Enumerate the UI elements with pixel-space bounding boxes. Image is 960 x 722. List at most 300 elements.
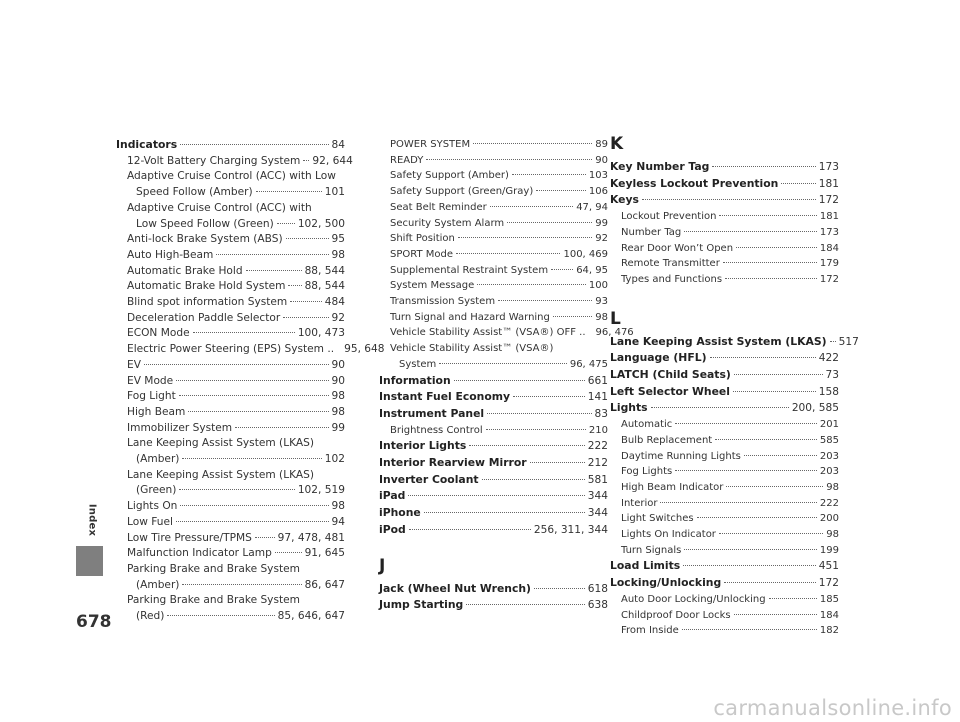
dot-leader [734, 374, 823, 375]
index-term: Jack (Wheel Nut Wrench) [379, 581, 531, 595]
page-reference[interactable]: 93 [595, 296, 608, 308]
page-reference[interactable]: 90 [331, 374, 345, 387]
index-subentry[interactable] [379, 278, 608, 294]
dot-leader [458, 237, 592, 238]
index-term: (Red) [136, 610, 165, 623]
index-term: Rear Door Won’t Open [621, 242, 734, 254]
index-term: Lights [610, 401, 648, 415]
dot-leader [551, 269, 573, 270]
page-reference[interactable]: 210 [588, 424, 608, 436]
page-reference[interactable]: 100, 473 [297, 327, 345, 340]
index-subentry[interactable] [379, 137, 608, 153]
section-letter: J [379, 555, 386, 576]
dot-leader [176, 380, 328, 381]
index-entry[interactable] [379, 406, 608, 423]
index-term: Turn Signals [621, 544, 682, 556]
index-subentry-heading: Adaptive Cruise Control (ACC) with Low [127, 170, 336, 183]
dot-leader [277, 223, 295, 224]
index-entry[interactable] [610, 192, 839, 209]
index-term: Fog Lights [621, 466, 673, 478]
index-entry[interactable] [379, 488, 608, 505]
index-column-3 [610, 133, 859, 639]
dot-leader [536, 190, 586, 191]
side-label: Index [86, 503, 98, 537]
dot-leader [288, 285, 301, 286]
page-reference[interactable]: 94 [331, 515, 345, 528]
page-reference[interactable]: 517 [838, 335, 859, 348]
page-reference[interactable]: 97, 478, 481 [277, 531, 345, 544]
index-entry[interactable] [610, 400, 839, 417]
index-subentry[interactable] [610, 511, 839, 527]
watermark: carmanualsonline.info [713, 696, 952, 720]
index-term: High Beam [127, 405, 186, 418]
dot-leader [725, 278, 817, 279]
index-term: Types and Functions [621, 273, 723, 285]
index-subentry[interactable] [116, 609, 345, 625]
index-term: Locking/Unlocking [610, 576, 722, 590]
page-reference[interactable]: 100 [588, 280, 608, 292]
dot-leader [530, 462, 585, 463]
page-reference[interactable]: 83 [594, 407, 608, 420]
dot-leader [487, 413, 591, 414]
page-reference[interactable]: 91, 645 [304, 547, 345, 560]
dot-leader [675, 423, 817, 424]
page-reference[interactable]: 344 [587, 490, 608, 503]
index-subentry[interactable] [379, 310, 608, 326]
page-reference[interactable]: 173 [819, 226, 839, 238]
dot-leader [781, 183, 815, 184]
page-reference[interactable]: 638 [587, 599, 608, 612]
page-reference[interactable]: 47, 94 [576, 201, 608, 213]
index-subentry-heading: Lane Keeping Assist System (LKAS) [127, 468, 314, 481]
index-subentry[interactable] [116, 185, 345, 201]
dot-leader [512, 174, 586, 175]
dot-leader [456, 253, 560, 254]
index-subentry[interactable] [610, 543, 839, 559]
page-reference[interactable]: 96, 475 [569, 358, 608, 370]
dot-leader [303, 160, 309, 161]
dot-leader [710, 357, 816, 358]
index-subentry[interactable] [379, 263, 608, 279]
page-reference[interactable]: 141 [587, 391, 608, 404]
page-reference[interactable]: 222 [819, 497, 839, 509]
dot-leader [454, 380, 585, 381]
index-term: iPod [379, 522, 406, 536]
index-subentry[interactable] [116, 546, 345, 562]
index-entry[interactable] [610, 350, 839, 367]
index-subentry[interactable] [379, 357, 608, 373]
index-subentry[interactable] [379, 184, 608, 200]
page-reference[interactable]: 184 [819, 609, 839, 621]
index-entry[interactable] [610, 384, 839, 401]
index-term: EV [127, 358, 141, 371]
index-entry[interactable] [379, 472, 608, 489]
page-reference[interactable]: 95 [331, 233, 345, 246]
dot-leader [180, 144, 328, 145]
index-subentry[interactable] [379, 294, 608, 310]
index-term: Malfunction Indicator Lamp [127, 547, 272, 560]
dot-leader [675, 470, 817, 471]
dot-leader [439, 363, 567, 364]
page-reference[interactable]: 99 [331, 421, 345, 434]
index-subentry[interactable] [379, 423, 608, 439]
page-reference[interactable]: 92 [331, 311, 345, 324]
page-reference[interactable]: 88, 544 [304, 280, 345, 293]
index-subentry[interactable] [116, 311, 345, 327]
page-reference[interactable]: 484 [324, 296, 345, 309]
dot-leader [466, 604, 584, 605]
index-term: (Amber) [136, 453, 180, 466]
index-subentry[interactable] [610, 256, 839, 272]
index-term: Left Selector Wheel [610, 384, 730, 398]
dot-leader [179, 395, 329, 396]
index-subentry[interactable] [610, 623, 839, 639]
index-term: Fog Light [127, 390, 176, 403]
page-reference[interactable]: 102 [324, 453, 345, 466]
index-subentry[interactable] [610, 241, 839, 257]
section-gap [379, 539, 608, 555]
index-term: Interior [621, 497, 658, 509]
dot-leader [256, 191, 322, 192]
index-subentry[interactable] [116, 578, 345, 594]
index-subentry[interactable] [116, 264, 345, 280]
index-entry[interactable] [610, 176, 839, 193]
dot-leader [682, 629, 817, 630]
dot-leader [651, 407, 789, 408]
index-subentry[interactable] [379, 325, 634, 341]
index-subentry[interactable] [379, 231, 608, 247]
page-reference[interactable]: 256, 311, 344 [533, 523, 608, 536]
page-reference[interactable]: 84 [331, 139, 345, 151]
index-subentry[interactable] [379, 216, 608, 232]
index-entry[interactable] [379, 581, 608, 598]
page-reference[interactable]: 185 [819, 593, 839, 605]
index-subentry[interactable] [379, 247, 608, 263]
index-subentry[interactable] [116, 374, 345, 390]
index-entry[interactable] [379, 455, 608, 472]
dot-leader [660, 502, 816, 503]
dot-leader [490, 206, 573, 207]
dot-leader [733, 391, 816, 392]
dot-leader [830, 341, 836, 342]
index-term: Seat Belt Reminder [390, 201, 487, 213]
index-subentry[interactable] [610, 592, 839, 608]
page-reference[interactable]: 200 [819, 513, 839, 525]
index-term: 12-Volt Battery Charging System [127, 154, 301, 167]
page-reference[interactable]: 618 [587, 582, 608, 595]
index-subentry[interactable] [610, 496, 839, 512]
dot-leader [176, 521, 329, 522]
index-term: Remote Transmitter [621, 258, 720, 270]
index-subentry[interactable] [116, 421, 345, 437]
page-reference[interactable]: 89 [595, 139, 608, 150]
dot-leader [719, 533, 823, 534]
index-subentry[interactable] [116, 248, 345, 264]
index-subentry-heading: Lane Keeping Assist System (LKAS) [127, 437, 314, 450]
index-term: EV Mode [127, 374, 174, 387]
index-subentry[interactable] [379, 200, 608, 216]
dot-leader [179, 489, 294, 490]
index-term: Lockout Prevention [621, 211, 717, 223]
index-entry[interactable] [610, 558, 839, 575]
index-subentry[interactable] [379, 153, 608, 169]
index-entry[interactable] [610, 159, 839, 176]
index-entry[interactable] [379, 389, 608, 406]
dot-leader [193, 332, 295, 333]
page-reference[interactable]: 106 [588, 186, 608, 198]
index-column-1 [116, 137, 385, 625]
index-side-tab [76, 0, 103, 576]
dot-leader [744, 455, 817, 456]
index-term: LATCH (Child Seats) [610, 368, 731, 382]
dot-leader [286, 238, 329, 239]
index-term: Automatic [621, 419, 673, 431]
index-entry[interactable] [379, 373, 608, 390]
index-term: Lights On [127, 500, 178, 513]
dot-leader [683, 565, 816, 566]
index-term: Indicators [116, 138, 178, 151]
dot-leader [712, 166, 815, 167]
index-subentry[interactable] [610, 527, 839, 543]
dot-leader [408, 495, 584, 496]
index-entry[interactable] [379, 505, 608, 522]
index-term: Jump Starting [379, 598, 464, 612]
page-reference[interactable]: 200, 585 [791, 402, 839, 415]
page-reference[interactable]: 172 [818, 577, 839, 590]
index-entry[interactable] [379, 597, 608, 614]
page-reference[interactable]: 422 [818, 352, 839, 365]
index-subentry[interactable] [116, 358, 345, 374]
index-subentry[interactable] [610, 417, 839, 433]
index-subentry[interactable] [116, 515, 345, 531]
page-reference[interactable]: 184 [819, 242, 839, 254]
section-letter: K [610, 134, 624, 154]
page-reference[interactable]: 95, 648 [344, 343, 385, 356]
index-term: Shift Position [390, 233, 455, 245]
page-reference[interactable]: 102, 519 [297, 484, 345, 497]
index-subentry[interactable] [610, 480, 839, 496]
page-reference[interactable]: 661 [587, 374, 608, 387]
index-term: Electric Power Steering (EPS) System .. [127, 343, 335, 356]
page-reference[interactable]: 585 [819, 434, 839, 446]
page-reference[interactable]: 99 [595, 217, 608, 229]
index-subentry[interactable] [610, 433, 839, 449]
index-subentry[interactable] [610, 209, 839, 225]
dot-leader [409, 529, 531, 530]
dot-leader [426, 159, 592, 160]
index-term: Number Tag [621, 226, 682, 238]
index-term: Turn Signal and Hazard Warning [390, 311, 550, 323]
page-reference[interactable]: 98 [331, 500, 345, 513]
page-reference[interactable]: 102, 500 [297, 217, 345, 230]
index-entry[interactable] [610, 334, 859, 351]
index-term: Lights On Indicator [621, 529, 716, 541]
index-term: Low Tire Pressure/TPMS [127, 531, 252, 544]
dot-leader [216, 254, 328, 255]
index-entry[interactable] [379, 438, 608, 455]
index-subentry[interactable] [116, 295, 345, 311]
page-reference[interactable]: 98 [595, 311, 608, 323]
index-term: High Beam Indicator [621, 481, 724, 493]
page-number: 678 [76, 612, 112, 632]
dot-leader [736, 247, 817, 248]
index-term: Anti-lock Brake System (ABS) [127, 233, 283, 246]
page-reference[interactable]: 199 [819, 544, 839, 556]
page-reference[interactable]: 179 [819, 258, 839, 270]
index-term: Immobilizer System [127, 421, 233, 434]
page-reference[interactable]: 181 [819, 211, 839, 223]
dot-leader [553, 316, 592, 317]
index-entry[interactable] [379, 522, 608, 539]
index-entry[interactable] [610, 367, 839, 384]
index-term: Low Fuel [127, 515, 173, 528]
section-letter: L [610, 308, 621, 329]
index-term: Speed Follow (Amber) [136, 186, 253, 199]
dot-leader [246, 270, 302, 271]
page-reference[interactable]: 203 [819, 450, 839, 462]
index-term: Instrument Panel [379, 406, 485, 420]
index-subentry-heading: Vehicle Stability Assist™ (VSA®) [390, 343, 554, 355]
page-reference[interactable]: 98 [826, 481, 839, 493]
page-reference[interactable]: 88, 544 [304, 264, 345, 277]
dot-leader [482, 479, 585, 480]
index-subentry[interactable] [116, 342, 385, 358]
index-term: System Message [390, 280, 475, 292]
dot-leader [182, 458, 321, 459]
index-subentry[interactable] [610, 449, 839, 465]
index-term: Lane Keeping Assist System (LKAS) [610, 334, 827, 348]
page-reference[interactable]: 201 [819, 419, 839, 431]
index-term: Low Speed Follow (Green) [136, 217, 274, 230]
page-reference[interactable]: 158 [818, 385, 839, 398]
index-subentry[interactable] [610, 464, 839, 480]
page-reference[interactable]: 90 [595, 154, 608, 166]
page-reference[interactable]: 101 [324, 186, 345, 199]
page-reference[interactable]: 100, 469 [563, 248, 608, 260]
index-subentry[interactable] [116, 232, 345, 248]
dot-leader [684, 231, 817, 232]
index-term: Childproof Door Locks [621, 609, 731, 621]
index-term: Instant Fuel Economy [379, 390, 511, 404]
dot-leader [507, 222, 592, 223]
index-term: iPad [379, 489, 406, 503]
page-reference[interactable]: 92, 644 [312, 154, 353, 167]
page-reference[interactable]: 181 [818, 177, 839, 190]
index-subentry-heading: Parking Brake and Brake System [127, 562, 300, 575]
dot-leader [182, 584, 301, 585]
index-term: Brightness Control [390, 424, 483, 436]
page-reference[interactable]: 344 [587, 507, 608, 520]
page-reference[interactable]: 581 [587, 473, 608, 486]
index-subentry[interactable] [116, 531, 345, 547]
index-term: Auto High-Beam [127, 248, 214, 261]
page-reference[interactable]: 98 [826, 529, 839, 541]
page-reference[interactable]: 451 [818, 560, 839, 573]
index-term: Deceleration Paddle Selector [127, 311, 281, 324]
index-term: Interior Lights [379, 439, 467, 453]
page-reference[interactable]: 85, 646, 647 [277, 610, 345, 623]
page-reference[interactable]: 96, 476 [595, 327, 634, 339]
index-subentry[interactable] [116, 154, 353, 170]
index-term: Vehicle Stability Assist™ (VSA®) OFF .. [390, 327, 586, 339]
index-term: ECON Mode [127, 327, 190, 340]
index-tab-marker [76, 546, 103, 576]
index-term: Inverter Coolant [379, 472, 479, 486]
index-term: Key Number Tag [610, 160, 710, 173]
index-subentry[interactable] [116, 389, 345, 405]
page-reference[interactable]: 173 [818, 161, 839, 173]
dot-leader [715, 439, 817, 440]
index-subentry[interactable] [116, 483, 345, 499]
dot-leader [283, 317, 328, 318]
dot-leader [769, 598, 817, 599]
dot-leader [534, 588, 585, 589]
page-reference[interactable]: 73 [825, 369, 839, 382]
page-reference[interactable]: 222 [587, 440, 608, 453]
index-subentry[interactable] [116, 326, 345, 342]
index-subentry[interactable] [116, 279, 345, 295]
page-reference[interactable]: 212 [587, 457, 608, 470]
dot-leader [697, 517, 817, 518]
page-reference[interactable]: 172 [819, 273, 839, 285]
index-subentry[interactable] [610, 608, 839, 624]
index-subentry[interactable] [116, 405, 345, 421]
dot-leader [167, 615, 274, 616]
dot-leader [469, 445, 584, 446]
index-subentry-heading: Adaptive Cruise Control (ACC) with [127, 201, 312, 214]
index-term: Blind spot information System [127, 296, 288, 309]
index-term: Automatic Brake Hold [127, 264, 243, 277]
index-entry[interactable] [116, 137, 345, 154]
page-reference[interactable]: 98 [331, 405, 345, 418]
page-reference[interactable]: 103 [588, 170, 608, 182]
page-reference[interactable]: 172 [818, 194, 839, 207]
dot-leader [290, 301, 322, 302]
page-reference[interactable]: 92 [595, 233, 608, 245]
page-reference[interactable]: 90 [331, 358, 345, 371]
dot-leader [513, 396, 585, 397]
dot-leader [684, 549, 817, 550]
section-gap [610, 288, 839, 308]
page-reference[interactable]: 203 [819, 466, 839, 478]
index-subentry[interactable] [116, 217, 345, 233]
index-entry[interactable] [610, 575, 839, 592]
dot-leader [719, 215, 816, 216]
dot-leader [235, 427, 328, 428]
index-subentry[interactable] [610, 225, 839, 241]
dot-leader [473, 143, 592, 144]
index-subentry[interactable] [116, 499, 345, 515]
page-reference[interactable]: 182 [819, 625, 839, 637]
page-reference[interactable]: 64, 95 [576, 264, 608, 276]
page-reference[interactable]: 86, 647 [304, 578, 345, 591]
dot-leader [726, 486, 823, 487]
page-reference[interactable]: 98 [331, 248, 345, 261]
index-term: Interior Rearview Mirror [379, 456, 527, 470]
index-subentry[interactable] [116, 452, 345, 468]
dot-leader [734, 614, 817, 615]
index-term: Safety Support (Amber) [390, 170, 509, 182]
index-subentry[interactable] [610, 272, 839, 288]
dot-leader [180, 505, 328, 506]
index-term: Keys [610, 193, 639, 207]
index-term: Automatic Brake Hold System [127, 280, 286, 293]
page-reference[interactable]: 98 [331, 390, 345, 403]
index-subentry[interactable] [379, 168, 608, 184]
dot-leader [486, 429, 586, 430]
index-term: System [399, 358, 437, 370]
index-term: Information [379, 373, 451, 387]
